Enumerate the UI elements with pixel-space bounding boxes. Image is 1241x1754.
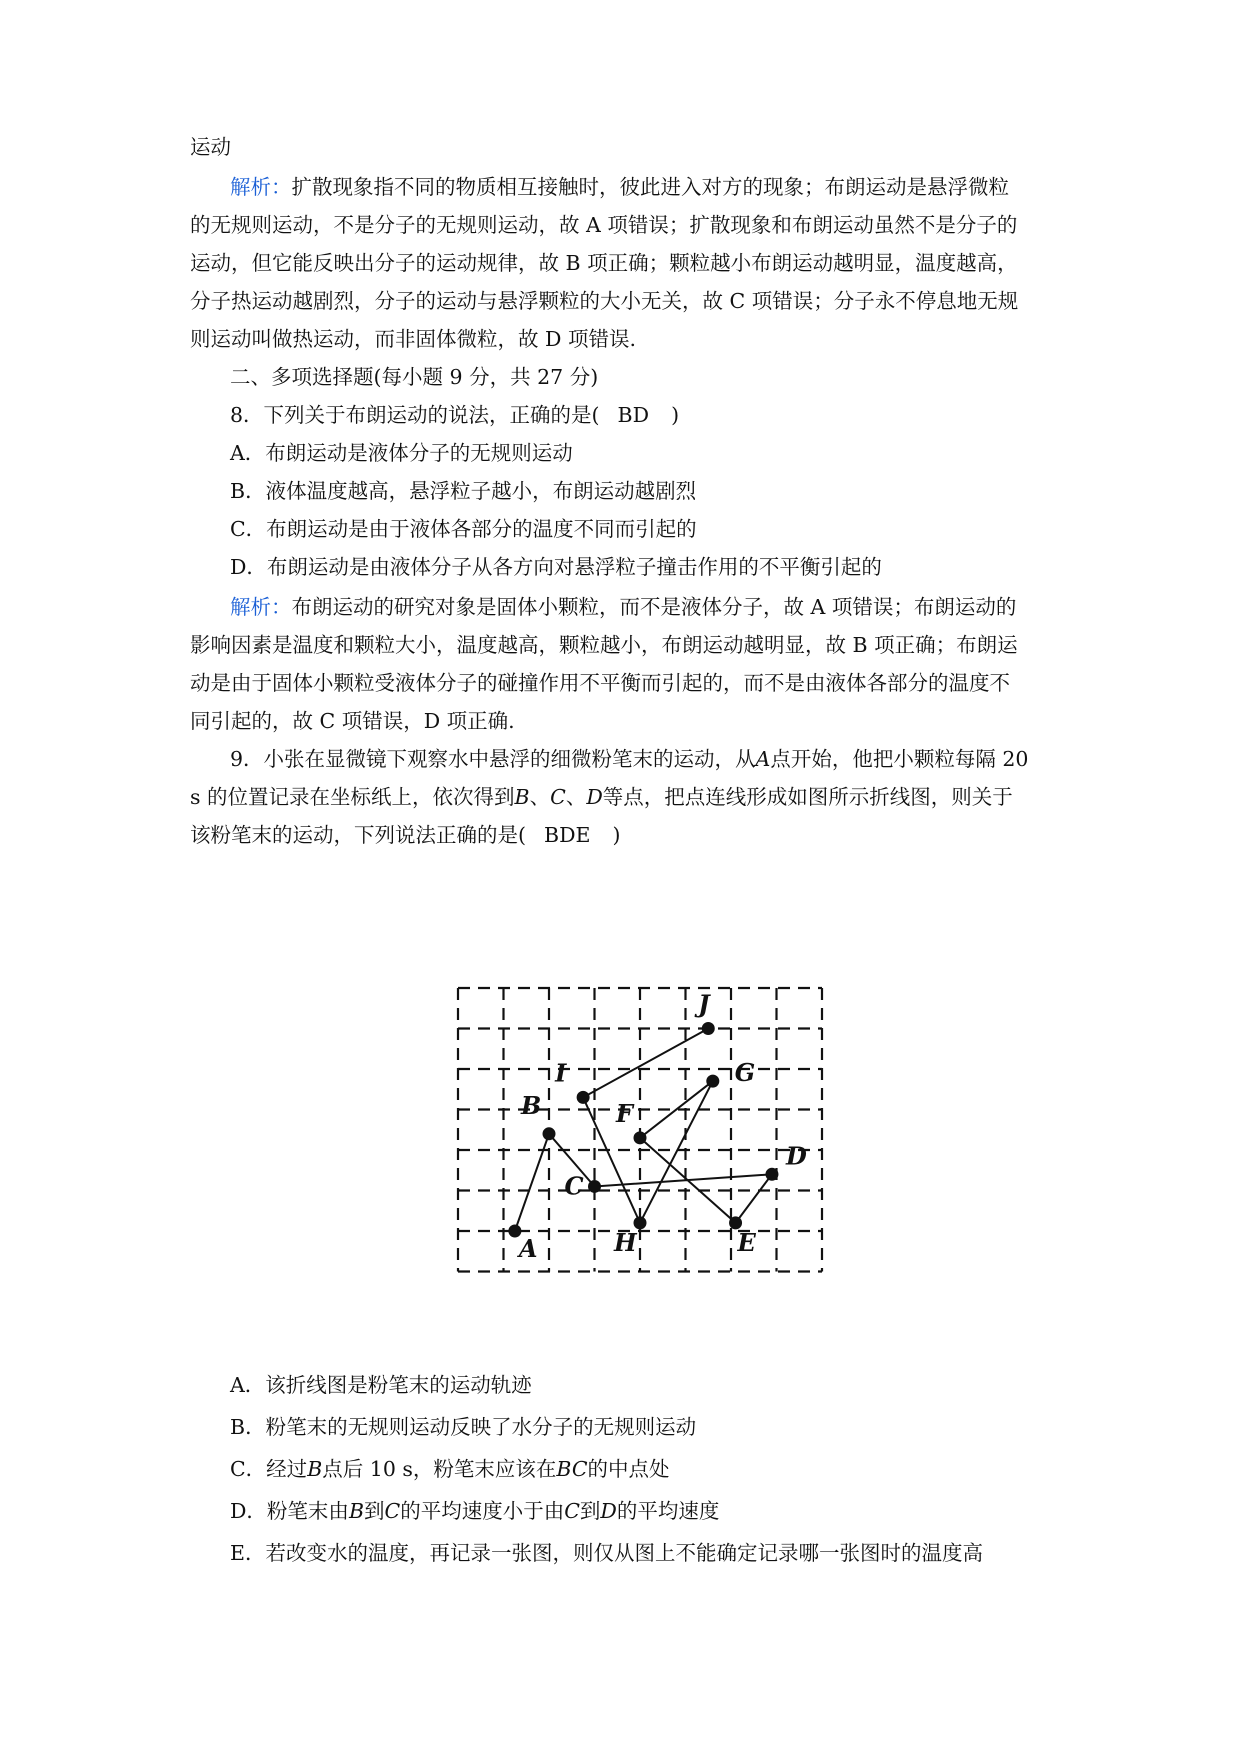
brownian-path-figure [456, 986, 826, 1326]
text-em: BC [556, 1457, 588, 1481]
q9-option-e [230, 1540, 983, 1566]
text-span: 运动 [190, 135, 231, 159]
text-span: 8．下列关于布朗运动的说法，正确的是( [230, 403, 600, 427]
q8-analysis-line-3 [190, 670, 1010, 696]
text-em: C [384, 1499, 401, 1523]
text-span: 动是由于固体小颗粒受液体分子的碰撞作用不平衡而引起的，而不是由液体各部分的温度不 [190, 671, 1010, 695]
text-em: A [755, 747, 771, 771]
point-i-dot [577, 1091, 590, 1104]
point-j-dot [702, 1022, 715, 1035]
q8-option-b [230, 478, 696, 504]
point-f-label: F [616, 1098, 634, 1128]
text-span: 布朗运动的研究对象是固体小颗粒，而不是液体分子，故 A 项错误；布朗运动的 [291, 595, 1017, 619]
text-span: 二、多项选择题(每小题 9 分，共 27 分) [230, 365, 599, 389]
text-span: s 的位置记录在坐标纸上，依次得到 [190, 785, 515, 809]
text-span: 的无规则运动，不是分子的无规则运动，故 A 项错误；扩散现象和布朗运动虽然不是分子的 [190, 213, 1018, 237]
q8-option-a [230, 440, 573, 466]
text-span: 等点，把点连线形成如图所示折线图，则关于 [602, 785, 1013, 809]
grid-diagram [456, 986, 826, 1326]
text-span: B．液体温度越高，悬浮粒子越小，布朗运动越剧烈 [230, 479, 697, 503]
q8-answer: BD [617, 403, 650, 427]
point-i-label: I [555, 1058, 567, 1088]
analysis-label: 解析： [230, 595, 292, 619]
text-span: C．经过 [230, 1457, 308, 1481]
q7-analysis-line-5 [190, 326, 636, 352]
q7-analysis-line-2 [190, 212, 1017, 238]
point-c-dot [588, 1180, 601, 1193]
text-span: 9．小张在显微镜下观察水中悬浮的细微粉笔末的运动，从 [230, 747, 756, 771]
text-span: 的平均速度 [616, 1499, 720, 1523]
text-em: B [348, 1499, 365, 1523]
q8-stem [230, 402, 679, 428]
text-span: ) [612, 823, 621, 847]
text-span: 的平均速度小于由 [400, 1499, 565, 1523]
text-span: D．粉笔末由 [230, 1499, 349, 1523]
text-span: 、 [565, 785, 587, 809]
text-span: 点后 10 s，粉笔末应该在 [322, 1457, 557, 1481]
q9-answer: BDE [544, 823, 591, 847]
text-span: 运动，但它能反映出分子的运动规律，故 B 项正确；颗粒越小布朗运动越明显，温度越高， [190, 251, 1018, 275]
text-span: E．若改变水的温度，再记录一张图，则仅从图上不能确定记录哪一张图时的温度高 [230, 1541, 983, 1565]
point-a-label: A [518, 1234, 538, 1263]
q9-stem-line-2 [190, 784, 1013, 810]
point-g-dot [706, 1075, 719, 1088]
text-line [190, 134, 231, 160]
q9-stem-line-3 [190, 822, 620, 848]
q7-analysis-line-1 [230, 174, 1009, 200]
q8-option-d [230, 554, 882, 580]
q8-option-c [230, 516, 697, 542]
text-span: 影响因素是温度和颗粒大小，温度越高，颗粒越小，布朗运动越明显，故 B 项正确；布朗运 [190, 633, 1018, 657]
text-span: D．布朗运动是由液体分子从各方向对悬浮粒子撞击作用的不平衡引起的 [230, 555, 882, 579]
text-span: A．布朗运动是液体分子的无规则运动 [230, 441, 573, 465]
text-em: D [586, 785, 603, 809]
q8-analysis-line-1 [230, 594, 1016, 620]
text-em: B [307, 1457, 323, 1481]
text-span: ) [671, 403, 680, 427]
point-d-label: D [785, 1141, 807, 1171]
q9-stem-line-1 [230, 746, 1028, 772]
text-span: 到 [364, 1499, 385, 1523]
text-span: 点开始，他把小颗粒每隔 20 [770, 747, 1029, 771]
text-em: C [550, 785, 566, 809]
q9-option-c [230, 1456, 670, 1482]
q8-analysis-line-4 [190, 708, 515, 734]
q7-analysis-line-4 [190, 288, 1018, 314]
text-span: 、 [529, 785, 551, 809]
q9-option-a [230, 1372, 532, 1398]
point-d-dot [765, 1168, 778, 1181]
text-span: 该粉笔末的运动，下列说法正确的是( [190, 823, 526, 847]
analysis-label: 解析： [230, 175, 292, 199]
point-e-label: E [737, 1227, 756, 1257]
text-span: 同引起的，故 C 项错误，D 项正确. [190, 709, 515, 733]
text-span: B．粉笔末的无规则运动反映了水分子的无规则运动 [230, 1415, 697, 1439]
text-span: 到 [579, 1499, 601, 1523]
text-em: D [600, 1499, 617, 1523]
text-span: 扩散现象指不同的物质相互接触时，彼此进入对方的现象；布朗运动是悬浮微粒 [291, 175, 1009, 199]
text-span: A．该折线图是粉笔末的运动轨迹 [230, 1373, 532, 1397]
text-span: C．布朗运动是由于液体各部分的温度不同而引起的 [230, 517, 697, 541]
point-c-label: C [564, 1171, 584, 1201]
q9-option-b [230, 1414, 696, 1440]
text-span: 则运动叫做热运动，而非固体微粒，故 D 项错误. [190, 327, 636, 351]
text-span: 的中点处 [587, 1457, 670, 1481]
point-b-dot [543, 1127, 556, 1140]
q9-option-d [230, 1498, 719, 1524]
point-f-dot [634, 1131, 647, 1144]
text-span: 分子热运动越剧烈，分子的运动与悬浮颗粒的大小无关，故 C 项错误；分子永不停息地无规 [190, 289, 1019, 313]
q8-analysis-line-2 [190, 632, 1018, 658]
point-h-label: H [614, 1227, 637, 1257]
point-b-label: B [521, 1090, 542, 1120]
point-j-label: J [698, 989, 710, 1019]
section-heading [230, 364, 598, 390]
text-em: B [514, 785, 530, 809]
text-em: C [564, 1499, 580, 1523]
q7-analysis-line-3 [190, 250, 1018, 276]
point-g-label: G [734, 1058, 756, 1088]
